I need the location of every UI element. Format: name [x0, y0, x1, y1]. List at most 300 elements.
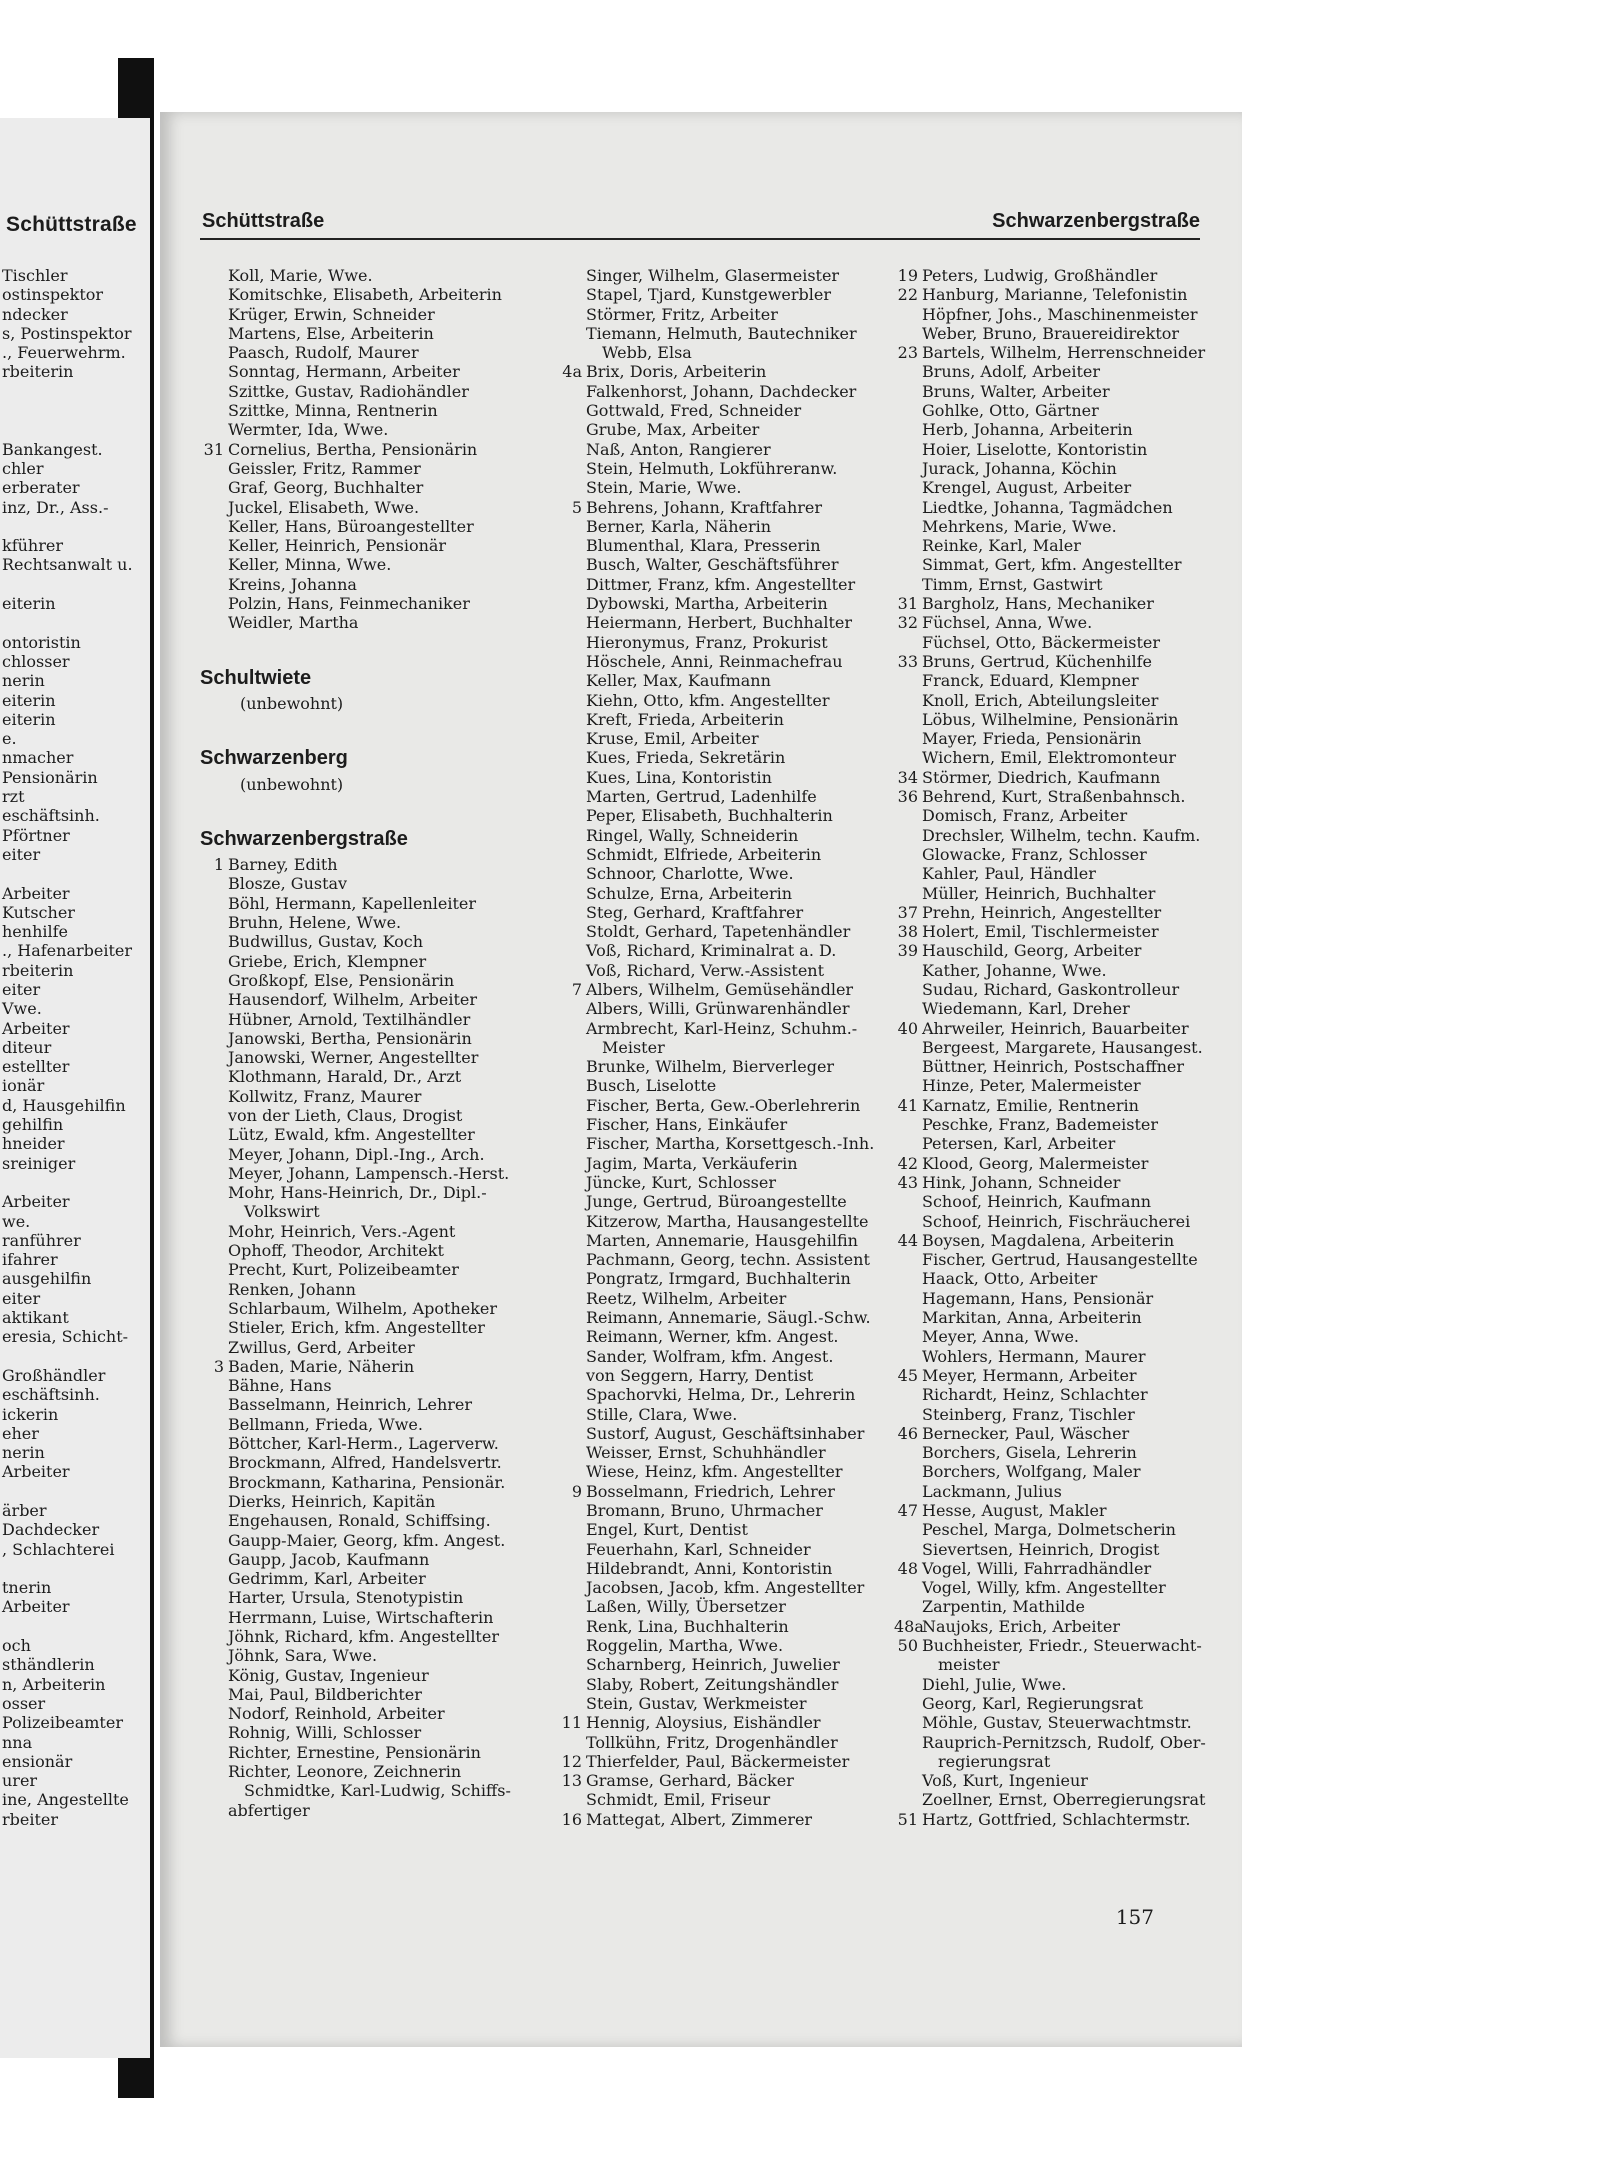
resident-entry [894, 1385, 1224, 1404]
left-page-line: ickerin [2, 1404, 59, 1424]
resident-entry [894, 459, 1224, 478]
directory-group [894, 1231, 1224, 1366]
resident-entry [558, 536, 878, 555]
directory-group [894, 1366, 1224, 1424]
directory-group [558, 1771, 878, 1810]
resident-text: Drechsler, Wilhelm, techn. Kaufm. [922, 825, 1201, 845]
left-page-line: eschäftsinh. [2, 806, 100, 826]
left-page-line: nerin [2, 1443, 45, 1463]
resident-text: Lütz, Ewald, kfm. Angestellter [228, 1125, 475, 1145]
resident-text: Bosselmann, Friedrich, Lehrer [586, 1481, 835, 1501]
house-number: 12 [561, 1751, 582, 1771]
resident-text: Albers, Wilhelm, Gemüsehändler [586, 979, 854, 999]
resident-text: Wohlers, Hermann, Maurer [922, 1346, 1146, 1366]
left-page-lines [2, 266, 133, 1829]
resident-entry [894, 1617, 1224, 1636]
resident-entry [200, 382, 540, 401]
directory-group [558, 498, 878, 980]
resident-text: Volkswirt [244, 1202, 320, 1222]
resident-text: Harter, Ursula, Stenotypistin [228, 1588, 464, 1608]
left-page-line: ranführer [2, 1230, 81, 1250]
resident-entry [558, 555, 878, 574]
left-page-line: chlosser [2, 651, 70, 671]
resident-entry [200, 1704, 540, 1723]
resident-text: Geissler, Fritz, Rammer [228, 458, 421, 478]
left-page-line: osser [2, 1693, 46, 1713]
left-page-line: ., Feuerwehrm. [2, 343, 126, 363]
left-page-line: Arbeiter [2, 1597, 70, 1617]
resident-text: Meyer, Johann, Dipl.-Ing., Arch. [228, 1144, 485, 1164]
resident-text: Jöhnk, Sara, Wwe. [228, 1646, 378, 1666]
resident-text: Timm, Ernst, Gastwirt [922, 574, 1103, 594]
left-page-line: kführer [2, 536, 63, 556]
resident-text: Wermter, Ida, Wwe. [228, 420, 389, 440]
resident-entry [894, 633, 1224, 652]
directory-group [894, 343, 1224, 594]
resident-text: Großkopf, Else, Pensionärin [228, 970, 455, 990]
resident-entry [558, 710, 878, 729]
resident-text: Koll, Marie, Wwe. [228, 266, 373, 285]
resident-text: Marten, Annemarie, Hausgehilfin [586, 1230, 858, 1250]
resident-text: Mayer, Frieda, Pensionärin [922, 729, 1142, 749]
left-page-line: sreiniger [2, 1153, 76, 1173]
resident-entry [558, 420, 878, 439]
left-page-line: chler [2, 458, 44, 478]
directory-group [894, 1424, 1224, 1501]
resident-entry [558, 478, 878, 497]
left-page-line: ärber [2, 1501, 47, 1520]
resident-entry [200, 343, 540, 362]
resident-text: Spachorvki, Helma, Dr., Lehrerin [586, 1385, 856, 1405]
resident-entry [894, 575, 1224, 594]
resident-entry [200, 1569, 540, 1588]
resident-text: Peper, Elisabeth, Buchhalterin [586, 806, 833, 826]
resident-entry [558, 401, 878, 420]
directory-group [894, 1173, 1224, 1231]
resident-text: regierungsrat [938, 1751, 1051, 1771]
resident-entry [200, 420, 540, 439]
resident-entry [558, 941, 878, 960]
resident-text: Sander, Wolfram, kfm. Angest. [586, 1346, 834, 1366]
resident-entry [894, 1540, 1224, 1559]
resident-text: Boysen, Magdalena, Arbeiterin [922, 1230, 1175, 1250]
resident-text: Paasch, Rudolf, Maurer [228, 343, 419, 363]
resident-entry [200, 952, 540, 971]
house-number: 33 [897, 651, 918, 671]
left-page-line: aktikant [2, 1308, 69, 1328]
resident-text: Steg, Gerhard, Kraftfahrer [586, 902, 804, 922]
resident-entry [558, 1443, 878, 1462]
resident-text: Jüncke, Kurt, Schlosser [586, 1172, 776, 1192]
resident-entry [894, 864, 1224, 883]
resident-text: Dittmer, Franz, kfm. Angestellter [586, 574, 856, 594]
left-page-fragment [0, 118, 150, 2058]
resident-entry [558, 768, 878, 787]
resident-entry [894, 1790, 1224, 1809]
resident-text: Hieronymus, Franz, Prokurist [586, 632, 828, 652]
resident-entry [558, 903, 878, 922]
resident-text: Hink, Johann, Schneider [922, 1172, 1121, 1192]
resident-text: Voß, Richard, Verw.-Assistent [586, 960, 825, 980]
resident-text: Klothmann, Harald, Dr., Arzt [228, 1067, 462, 1087]
resident-text: Graf, Georg, Buchhalter [228, 478, 424, 498]
resident-entry [558, 884, 878, 903]
resident-entry [558, 1038, 878, 1057]
resident-entry [200, 594, 540, 613]
resident-text: Füchsel, Otto, Bäckermeister [922, 632, 1161, 652]
resident-text: Hausendorf, Wilhelm, Arbeiter [228, 990, 478, 1010]
resident-entry [894, 1501, 1224, 1520]
resident-entry [894, 691, 1224, 710]
resident-text: Grube, Max, Arbeiter [586, 420, 760, 440]
resident-text: Kues, Lina, Kontoristin [586, 767, 772, 787]
resident-entry [200, 1395, 540, 1414]
resident-text: Zarpentin, Mathilde [922, 1597, 1085, 1617]
resident-entry [894, 1038, 1224, 1057]
resident-text: Störmer, Diedrich, Kaufmann [922, 767, 1161, 787]
directory-group [894, 1501, 1224, 1559]
resident-entry [200, 1357, 540, 1376]
resident-entry [894, 517, 1224, 536]
resident-entry [200, 362, 540, 381]
left-page-line: urer [2, 1771, 38, 1791]
resident-entry [200, 1666, 540, 1685]
resident-entry [200, 1318, 540, 1337]
resident-entry [558, 1559, 878, 1578]
resident-entry [200, 1048, 540, 1067]
house-number: 31 [203, 439, 224, 459]
resident-text: Szittke, Gustav, Radiohändler [228, 381, 469, 401]
resident-text: Weisser, Ernst, Schuhhändler [586, 1443, 826, 1463]
house-number: 3 [213, 1356, 224, 1376]
resident-entry [200, 1202, 540, 1221]
resident-text: Ahrweiler, Heinrich, Bauarbeiter [922, 1018, 1189, 1038]
resident-entry [200, 1106, 540, 1125]
directory-group [894, 941, 1224, 1018]
resident-text: Richter, Leonore, Zeichnerin [228, 1762, 462, 1782]
left-page-line: n, Arbeiterin [2, 1674, 106, 1694]
house-number: 39 [897, 941, 918, 961]
resident-entry [558, 1424, 878, 1443]
resident-entry [558, 1366, 878, 1385]
house-number: 48 [897, 1558, 918, 1578]
resident-entry [894, 1810, 1224, 1829]
resident-entry [200, 440, 540, 459]
resident-entry [200, 1010, 540, 1029]
house-number: 36 [897, 787, 918, 807]
resident-text: Knoll, Erich, Abteilungsleiter [922, 690, 1159, 710]
resident-text: Thierfelder, Paul, Bäckermeister [586, 1751, 850, 1771]
resident-text: Roggelin, Martha, Wwe. [586, 1636, 784, 1656]
resident-entry [558, 980, 878, 999]
resident-text: Slaby, Robert, Zeitungshändler [586, 1674, 839, 1694]
resident-entry [894, 362, 1224, 381]
house-number: 46 [897, 1423, 918, 1443]
resident-text: Dierks, Heinrich, Kapitän [228, 1491, 436, 1511]
resident-text: Behrens, Johann, Kraftfahrer [586, 497, 823, 517]
resident-text: Griebe, Erich, Klempner [228, 951, 427, 971]
house-number: 48a [894, 1616, 924, 1636]
resident-text: Stille, Clara, Wwe. [586, 1404, 738, 1424]
resident-text: Basselmann, Heinrich, Lehrer [228, 1395, 473, 1415]
house-number: 43 [897, 1172, 918, 1192]
resident-text: Dybowski, Martha, Arbeiterin [586, 594, 828, 614]
resident-entry [894, 1675, 1224, 1694]
resident-text: Bargholz, Hans, Mechaniker [922, 594, 1154, 614]
resident-text: Ophoff, Theodor, Architekt [228, 1241, 444, 1261]
resident-text: Klood, Georg, Malermeister [922, 1153, 1149, 1173]
resident-text: Sustorf, August, Geschäftsinhaber [586, 1423, 865, 1443]
directory-group [894, 903, 1224, 922]
resident-entry [894, 1154, 1224, 1173]
directory-group [200, 855, 540, 1357]
resident-text: Jöhnk, Richard, kfm. Angestellter [228, 1627, 499, 1646]
directory-group [558, 1713, 878, 1752]
resident-entry [558, 382, 878, 401]
resident-text: Borchers, Wolfgang, Maler [922, 1462, 1141, 1482]
left-page-line [2, 517, 133, 536]
resident-entry [558, 1540, 878, 1559]
resident-text: Störmer, Fritz, Arbeiter [586, 304, 778, 324]
resident-text: Renken, Johann [228, 1279, 356, 1299]
resident-entry [200, 324, 540, 343]
resident-text: Markitan, Anna, Arbeiterin [922, 1308, 1142, 1328]
resident-entry [894, 498, 1224, 517]
resident-text: Löbus, Wilhelmine, Pensionärin [922, 709, 1179, 729]
resident-text: Meyer, Anna, Wwe. [922, 1327, 1079, 1347]
resident-entry [558, 806, 878, 825]
resident-entry [200, 874, 540, 893]
resident-text: Hennig, Aloysius, Eishändler [586, 1713, 821, 1733]
left-page-line: Kutscher [2, 902, 75, 922]
resident-entry [894, 420, 1224, 439]
resident-text: Karnatz, Emilie, Rentnerin [922, 1095, 1139, 1115]
resident-entry [894, 980, 1224, 999]
resident-text: Hoier, Liselotte, Kontoristin [922, 439, 1148, 459]
resident-entry [894, 1019, 1224, 1038]
resident-entry [894, 903, 1224, 922]
resident-text: Steinberg, Franz, Tischler [922, 1404, 1135, 1424]
header-right-street: Schwarzenbergstraße [992, 210, 1200, 232]
resident-entry [894, 440, 1224, 459]
left-page-line [2, 401, 133, 420]
resident-entry [894, 594, 1224, 613]
resident-entry [558, 266, 878, 285]
resident-entry [894, 1752, 1224, 1771]
left-page-line: sthändlerin [2, 1655, 95, 1675]
directory-group [558, 266, 878, 362]
resident-entry [558, 362, 878, 381]
resident-entry [894, 1347, 1224, 1366]
directory-group [894, 594, 1224, 613]
resident-text: Kiehn, Otto, kfm. Angestellter [586, 690, 830, 710]
left-page-line: ensionär [2, 1751, 73, 1771]
resident-text: Hartz, Gottfried, Schlachtermstr. [922, 1809, 1191, 1829]
resident-entry [558, 1655, 878, 1674]
directory-group [894, 285, 1224, 343]
resident-entry [894, 1115, 1224, 1134]
directory-group [894, 613, 1224, 652]
resident-text: Jagim, Marta, Verkäuferin [586, 1153, 798, 1173]
resident-text: Gaupp, Jacob, Kaufmann [228, 1549, 430, 1569]
resident-entry [558, 1771, 878, 1790]
resident-entry [894, 922, 1224, 941]
resident-text: Bruhn, Helene, Wwe. [228, 913, 402, 933]
left-page-line: we. [2, 1211, 31, 1231]
resident-text: Keller, Hans, Büroangestellter [228, 516, 474, 536]
resident-entry [200, 1781, 540, 1800]
left-page-line [2, 575, 133, 594]
resident-entry [558, 826, 878, 845]
left-page-line: Bankangest. [2, 439, 103, 459]
resident-text: Barney, Edith [228, 855, 338, 875]
resident-text: Budwillus, Gustav, Koch [228, 932, 424, 952]
house-number: 41 [897, 1095, 918, 1115]
resident-text: Fischer, Hans, Einkäufer [586, 1115, 788, 1135]
resident-entry [200, 1492, 540, 1511]
resident-entry [894, 324, 1224, 343]
resident-entry [894, 652, 1224, 671]
left-page-line: ionär [2, 1076, 45, 1096]
left-page-line: ndecker [2, 304, 68, 324]
resident-text: Cornelius, Bertha, Pensionärin [228, 439, 478, 459]
resident-text: Weber, Bruno, Brauereidirektor [922, 323, 1180, 343]
resident-text: Höschele, Anni, Reinmachefrau [586, 651, 843, 671]
left-page-line: nna [2, 1732, 33, 1752]
resident-text: Busch, Liselotte [586, 1076, 717, 1096]
resident-text: Schmidt, Emil, Friseur [586, 1790, 771, 1810]
resident-entry [558, 1289, 878, 1308]
left-page-line: henhilfe [2, 922, 69, 942]
resident-entry [558, 1231, 878, 1250]
resident-entry [558, 1250, 878, 1269]
resident-entry [894, 1327, 1224, 1346]
house-number: 44 [897, 1230, 918, 1250]
resident-entry [894, 1559, 1224, 1578]
directory-group [558, 1810, 878, 1829]
resident-entry [200, 1588, 540, 1607]
resident-entry [558, 671, 878, 690]
resident-entry [558, 305, 878, 324]
resident-text: Kather, Johanne, Wwe. [922, 960, 1107, 980]
left-page-line: och [2, 1636, 31, 1656]
resident-entry [558, 1713, 878, 1732]
house-number: 38 [897, 922, 918, 942]
directory-group [894, 652, 1224, 768]
resident-entry [894, 1636, 1224, 1655]
left-page-line: Polizeibeamter [2, 1713, 123, 1733]
resident-entry [558, 1385, 878, 1404]
resident-text: Holert, Emil, Tischlermeister [922, 922, 1159, 942]
resident-entry [894, 1520, 1224, 1539]
resident-text: Stein, Gustav, Werkmeister [586, 1693, 807, 1713]
resident-text: Busch, Walter, Geschäftsführer [586, 555, 839, 575]
house-number: 31 [897, 594, 918, 614]
resident-text: Glowacke, Franz, Schlosser [922, 844, 1147, 864]
resident-entry [558, 1212, 878, 1231]
directory-group [894, 1154, 1224, 1173]
resident-entry [200, 1608, 540, 1627]
resident-entry [200, 1338, 540, 1357]
resident-text: Zoellner, Ernst, Oberregierungsrat [922, 1790, 1206, 1810]
left-page-line: eher [2, 1423, 39, 1443]
resident-text: Albers, Willi, Grünwarenhändler [586, 999, 850, 1019]
left-page-line: inz, Dr., Ass.- [2, 497, 109, 517]
resident-entry [894, 1269, 1224, 1288]
resident-text: Kruse, Emil, Arbeiter [586, 729, 759, 749]
resident-entry [558, 1520, 878, 1539]
left-page-line [2, 1559, 133, 1578]
resident-entry [200, 913, 540, 932]
resident-entry [200, 613, 540, 632]
left-page-line [2, 420, 133, 439]
resident-text: Janowski, Bertha, Pensionärin [228, 1028, 472, 1048]
left-page-line: rzt [2, 787, 25, 807]
resident-entry [894, 1076, 1224, 1095]
resident-text: Brix, Doris, Arbeiterin [586, 362, 767, 382]
directory-group [558, 362, 878, 497]
left-page-line: eiterin [2, 594, 56, 614]
resident-entry [558, 1308, 878, 1327]
resident-entry [558, 961, 878, 980]
resident-text: Möhle, Gustav, Steuerwachtmstr. [922, 1713, 1192, 1733]
resident-text: Wiese, Heinz, kfm. Angestellter [586, 1462, 843, 1482]
resident-text: Hildebrandt, Anni, Kontoristin [586, 1558, 833, 1578]
resident-entry [894, 941, 1224, 960]
resident-text: Mohr, Heinrich, Vers.-Agent [228, 1221, 456, 1241]
left-page-line: tnerin [2, 1578, 52, 1598]
resident-entry [894, 1173, 1224, 1192]
resident-text: Reinke, Karl, Maler [922, 536, 1081, 556]
left-page-line [2, 382, 133, 401]
resident-entry [558, 1752, 878, 1771]
left-page-line [2, 613, 133, 632]
resident-text: Tiemann, Helmuth, Bautechniker [586, 323, 857, 343]
resident-entry [558, 1327, 878, 1346]
resident-entry [894, 1597, 1224, 1616]
resident-text: Juckel, Elisabeth, Wwe. [228, 497, 420, 517]
column-2 [558, 266, 878, 1829]
resident-text: Behrend, Kurt, Straßenbahnsch. [922, 787, 1186, 807]
resident-text: Webb, Elsa [602, 343, 692, 363]
resident-entry [558, 1694, 878, 1713]
resident-text: Stapel, Tjard, Kunstgewerbler [586, 285, 832, 305]
resident-entry [894, 1771, 1224, 1790]
house-number: 32 [897, 613, 918, 633]
resident-entry [200, 1627, 540, 1646]
resident-text: Böttcher, Karl-Herm., Lagerverw. [228, 1434, 499, 1454]
left-page-line: eiterin [2, 690, 56, 710]
resident-text: Domisch, Franz, Arbeiter [922, 806, 1128, 826]
resident-text: Komitschke, Elisabeth, Arbeiterin [228, 285, 502, 305]
resident-text: Schmidtke, Karl-Ludwig, Schiffs- [244, 1781, 511, 1801]
resident-text: von Seggern, Harry, Dentist [586, 1365, 814, 1385]
resident-text: Richardt, Heinz, Schlachter [922, 1385, 1148, 1405]
resident-text: Gaupp-Maier, Georg, kfm. Angest. [228, 1530, 506, 1550]
resident-text: Marten, Gertrud, Ladenhilfe [586, 787, 817, 807]
resident-entry [200, 459, 540, 478]
left-page-line: hneider [2, 1134, 65, 1154]
resident-entry [558, 787, 878, 806]
resident-entry [558, 498, 878, 517]
resident-entry [200, 285, 540, 304]
resident-entry [558, 575, 878, 594]
resident-text: Engel, Kurt, Dentist [586, 1520, 748, 1540]
resident-entry [894, 1289, 1224, 1308]
directory-group [894, 787, 1224, 903]
resident-text: Meyer, Hermann, Arbeiter [922, 1365, 1137, 1385]
resident-entry [894, 1655, 1224, 1674]
